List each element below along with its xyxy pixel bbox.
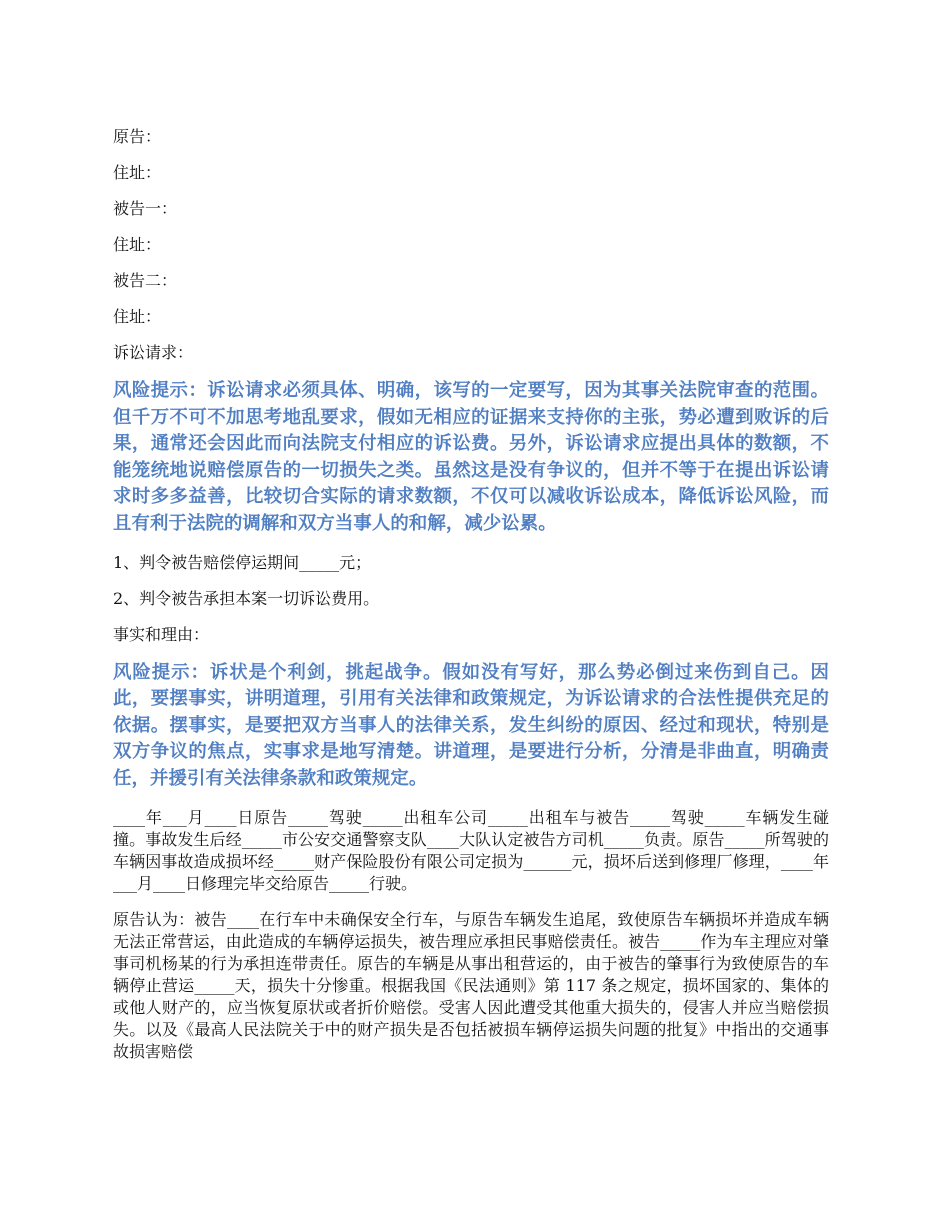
defendant1-label: 被告一：: [113, 199, 178, 218]
defendant1-address-label: 住址：: [113, 235, 162, 254]
plaintiff-label: 原告：: [113, 127, 162, 146]
facts-heading: 事实和理由：: [113, 624, 210, 644]
claims-heading: 诉讼请求：: [113, 343, 194, 362]
claim-item-1: 1、判令被告赔偿停运期间_____元；: [113, 552, 372, 572]
claim-item-2: 2、判令被告承担本案一切诉讼费用。: [113, 588, 380, 608]
claims-risk-tip: 风险提示：诉讼请求必须具体、明确，该写的一定要写，因为其事关法院审查的范围。但千万不可不加思考地乱要求，假如无相应的证据来支持你的主张，势必遭到败诉的后果，通常还会因此而向法院支付相应的诉讼费。另外，诉讼请求应提出具体的数额，不能笼统地说赔偿原告的一切损失之类。虽然这是没有争议的，但并不等于在提出诉讼请求时多多益善，比较切合实际的请求数额，不仅可以减收诉讼成本，降低诉讼风险，而且有利于法院的调解和双方当事人的和解，减少讼累。: [113, 380, 829, 534]
defendant2-address-label: 住址：: [113, 307, 162, 326]
defendant2-label: 被告二：: [113, 271, 178, 290]
facts-paragraph-2: 原告认为：被告____在行车中未确保安全行车，与原告车辆发生追尾，致使原告车辆损坏并造成车辆无法正常营运，由此造成的车辆停运损失，被告理应承担民事赔偿责任。被告_____作为车主理应对肇事司机杨某的行为承担连带责任。原告的车辆是从事出租营运的，由于被告的肇事行为致使原告的车辆停止营运_____天，损失十分惨重。根据我国《民法通则》第 117 条之规定，损坏国家的、集体的或他人财产的，应当恢复原状或者折价赔偿。受害人因此遭受其他重大损失的，侵害人并应当赔偿损失。以及《最高人民法院关于中的财产损失是否包括被损车辆停运损失问题的批复》中指出的交通事故损害赔偿: [113, 909, 829, 1061]
document-page: [113, 118, 829, 1077]
plaintiff-address-label: 住址：: [113, 163, 162, 182]
facts-risk-tip: 风险提示：诉状是个利剑，挑起战争。假如没有写好，那么势必倒过来伤到自己。因此，要摆事实，讲明道理，引用有关法律和政策规定，为诉讼请求的合法性提供充足的依据。摆事实，是要把双方当事人的法律关系，发生纠纷的原因、经过和现状，特别是双方争议的焦点，实事求是地写清楚。讲道理，是要进行分析，分清是非曲直，明确责任，并援引有关法律条款和政策规定。: [113, 661, 829, 789]
facts-paragraph-1: ____年___月____日原告_____驾驶_____出租车公司_____出租车与被告_____驾驶_____车辆发生碰撞。事故发生后经_____市公安交通警察支队____大队认定被告方司机_____负责。原告_____所驾驶的车辆因事故造成损坏经_____财产保险股份有限公司定损为______元，损坏后送到修理厂修理，____年___月____日修理完毕交给原告_____行驶。: [113, 807, 829, 893]
